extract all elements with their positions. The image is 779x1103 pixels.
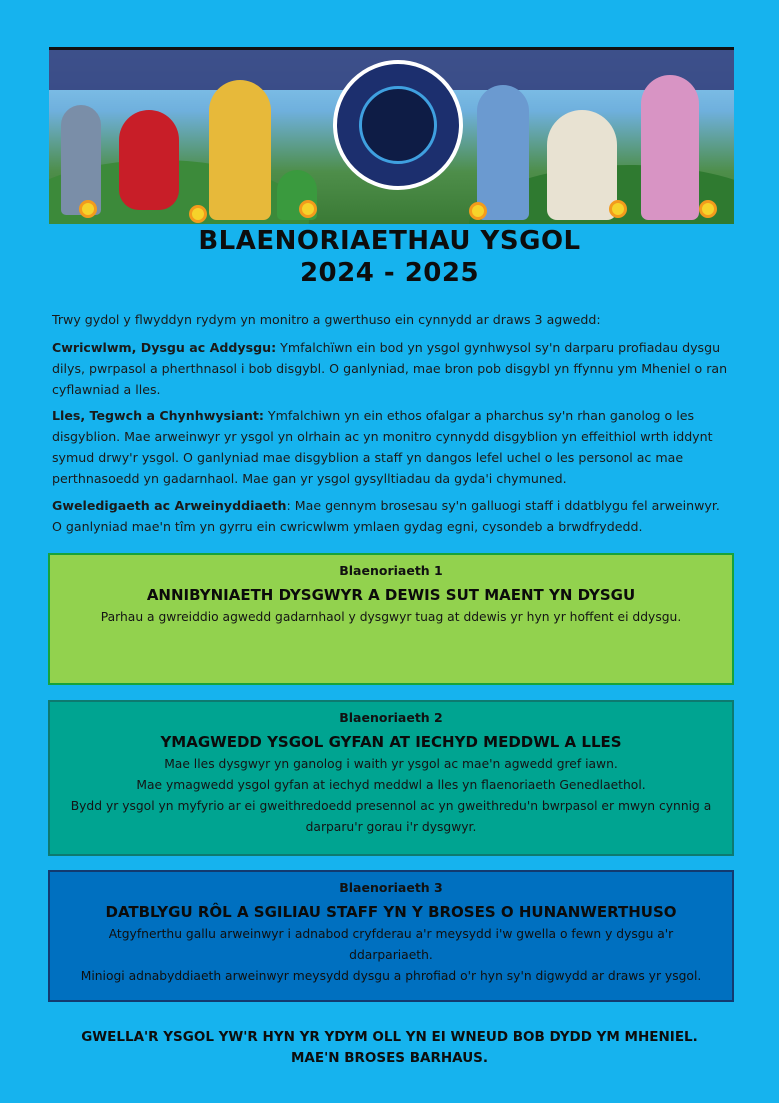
section-text: : Mae gennym brosesau sy'n galluogi staff i ddatblygu fel arweinwyr. O ganlyniad mae'n tîm yn gyrru ein cwricwlwm ymlaen gydag egni, cysondeb a brwdfrydedd. (52, 498, 720, 534)
intro-lead: Trwy gydol y flwyddyn rydym yn monitro a gwerthuso ein cynnydd ar draws 3 agwedd: (52, 312, 601, 327)
footer-line-1: GWELLA'R YSGOL YW'R HYN YR YDYM OLL YN EI WNEUD BOB DYDD YM MHENIEL. (81, 1029, 698, 1045)
school-mural-banner (49, 47, 734, 224)
priority-label: Blaenoriaeth 3 (339, 880, 443, 895)
section-heading: Lles, Tegwch a Chynhwysiant: (52, 408, 264, 423)
daffodil-icon (469, 202, 487, 220)
section-heading: Gweledigaeth ac Arweinyddiaeth (52, 498, 287, 513)
footer-line-2: MAE'N BROSES BARHAUS. (290, 1050, 489, 1066)
daffodil-icon (299, 200, 317, 218)
mural-figure (477, 85, 529, 220)
section-text: Ymfalchiwn yn ein ethos ofalgar a pharchus sy'n rhan ganolog o les disgyblion. Mae arweinwyr yr ysgol yn olrhain ac yn monitro cynnydd disgyblion yn effeithiol wrth iddynt symud drwy'r ysgol. O ganlyniad mae disgyblion a staff yn dangos lefel uchel o les personol ac mae perthnasoedd yn gadarnhaol. Mae gan yr ysgol gysylltiadau da gyda'i chymuned. (52, 408, 713, 486)
priority-box-3 (48, 870, 734, 1002)
priority-label: Blaenoriaeth 1 (339, 563, 443, 578)
page-year: 2024 - 2025 (299, 258, 480, 288)
mural-figure (209, 80, 271, 220)
priority-heading: ANNIBYNIAETH DYSGWYR A DEWIS SUT MAENT YN DYSGU (146, 586, 636, 604)
mural-figure (641, 75, 699, 220)
priority-heading: YMAGWEDD YSGOL GYFAN AT IECHYD MEDDWL A LLES (160, 733, 622, 751)
priority-line: Bydd yr ysgol yn myfyrio ar ei gweithredoedd presennol ac yn gweithredu'n bwrpasol er mwyn cynnig a darparu'r gorau i'r dysgwyr. (70, 799, 712, 834)
daffodil-icon (79, 200, 97, 218)
mural-character (547, 110, 617, 220)
section-heading: Cwricwlwm, Dysgu ac Addysgu: (52, 340, 277, 355)
priority-box-1 (48, 553, 734, 685)
school-badge (333, 60, 463, 190)
priority-box-2 (48, 700, 734, 856)
intro-section-curriculum (52, 337, 732, 400)
priority-line: Miniogi adnabyddiaeth arweinwyr meysydd dysgu a phrofiad o'r hyn sy'n digwydd ar draws yr ysgol. (80, 969, 702, 983)
daffodil-icon (609, 200, 627, 218)
mural-dragon (119, 110, 179, 210)
priority-label: Blaenoriaeth 2 (339, 710, 443, 725)
mural-figure (61, 105, 101, 215)
badge-atom-icon (359, 86, 437, 164)
page-title: BLAENORIAETHAU YSGOL (198, 226, 581, 256)
section-text: Ymfalchïwn ein bod yn ysgol gynhwysol sy'n darparu profiadau dysgu dilys, pwrpasol a pherthnasol i bob disgybl. O ganlyniad, mae bron pob disgybl yn ffynnu ym Mheniel o ran cyflawniad a lles. (52, 340, 728, 397)
priority-heading: DATBLYGU RÔL A SGILIAU STAFF YN Y BROSES O HUNANWERTHUSO (105, 903, 677, 921)
priority-line: Mae ymagwedd ysgol gyfan at iechyd meddwl a lles yn flaenoriaeth Genedlaethol. (136, 778, 646, 792)
priority-line: Mae lles dysgwyr yn ganolog i waith yr ysgol ac mae'n agwedd gref iawn. (164, 757, 618, 771)
priority-line: Parhau a gwreiddio agwedd gadarnhaol y dysgwyr tuag at ddewis yr hyn yr hoffent ei ddysgu. (100, 610, 682, 624)
intro-section-wellbeing (52, 405, 732, 489)
priority-line: Atgyfnerthu gallu arweinwyr i adnabod cryfderau a'r meysydd i'w gwella o fewn y dysgu a'r ddarpariaeth. (108, 927, 674, 962)
intro-section-leadership (52, 495, 732, 537)
daffodil-icon (189, 205, 207, 223)
daffodil-icon (699, 200, 717, 218)
